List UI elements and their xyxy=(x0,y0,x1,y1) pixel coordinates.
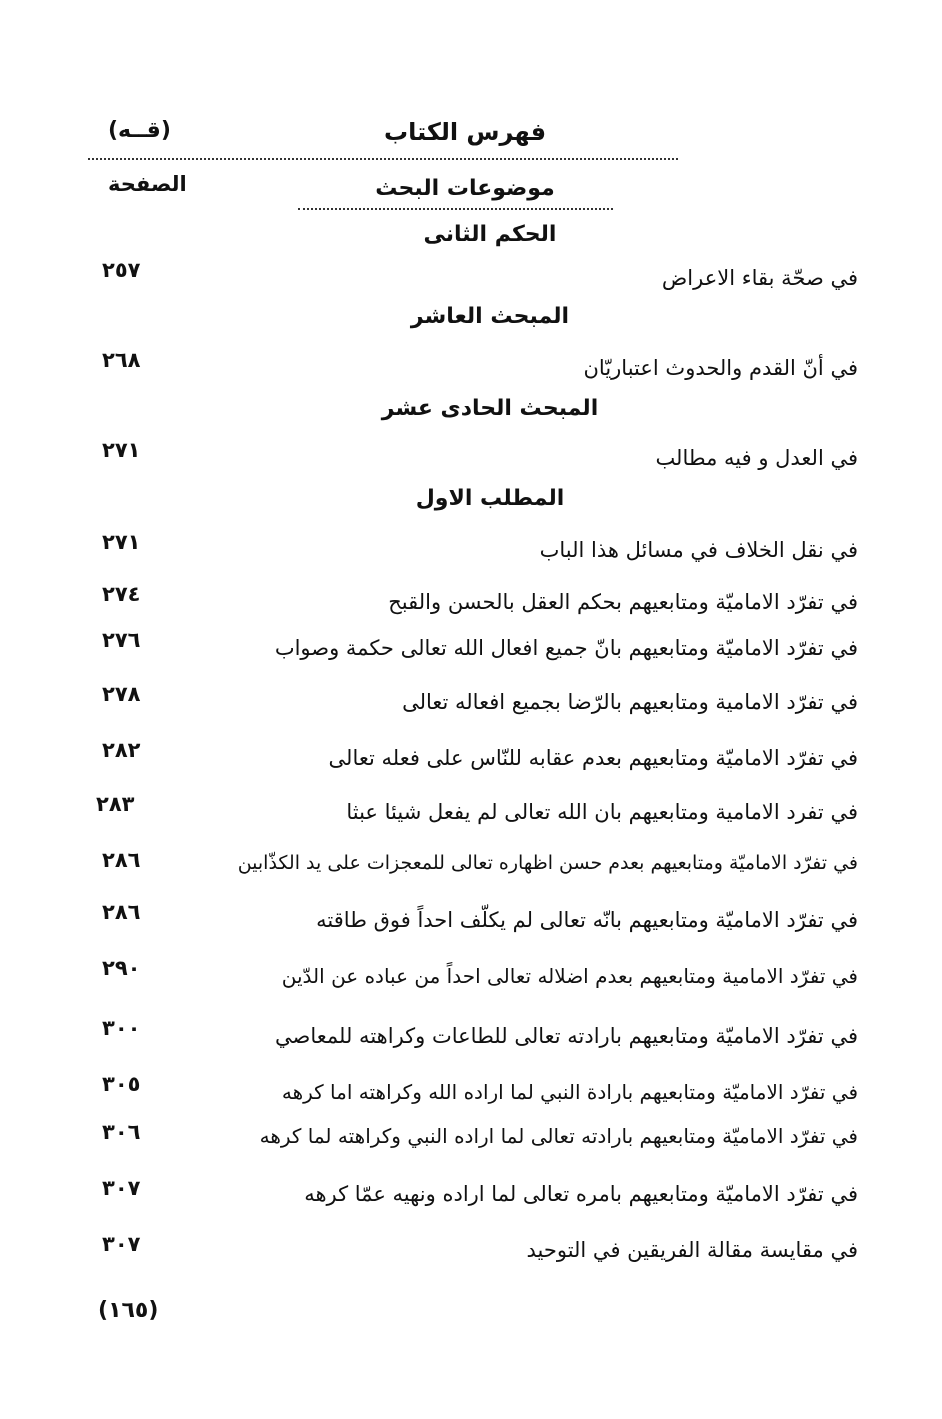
index-entry-page: ٣٠٥ xyxy=(102,1072,141,1096)
index-entry-page: ٢٧٦ xyxy=(102,628,141,652)
index-entry-text: في صحّة بقاء الاعراض xyxy=(661,266,858,290)
section-heading: المبحث الحادى عشر xyxy=(381,396,599,421)
index-entry-page: ٢٧٨ xyxy=(102,682,141,706)
index-entry-page: ٢٦٨ xyxy=(102,348,141,372)
footer-page-number: (١٦٥) xyxy=(98,1298,159,1323)
section-heading: المطلب الاول xyxy=(415,486,565,511)
index-entry-page: ٢٨٦ xyxy=(102,848,141,872)
index-entry-page: ٢٨٦ xyxy=(102,900,141,924)
index-entry-text: في العدل و فيه مطالب xyxy=(655,446,858,470)
index-entry-page: ٣٠٧ xyxy=(102,1232,141,1256)
index-entry-text: في أنّ القدم والحدوث اعتباريّان xyxy=(583,356,858,380)
index-entry-text: في تفرّد الاماميّة ومتابعيهم بعدم عقابه للنّاس على فعله تعالى xyxy=(328,746,858,770)
index-entry-page: ٢٨٢ xyxy=(102,738,141,762)
column-header-divider xyxy=(298,208,613,210)
index-entry-page: ٣٠٦ xyxy=(102,1120,141,1144)
index-entry-text: في تفرّد الامامية ومتابعيهم بعدم اضلاله تعالى احداً من عباده عن الدّين xyxy=(281,964,858,988)
index-entry-page: ٢٨٣ xyxy=(96,792,135,816)
index-entry-text: في تفرّد الامامية ومتابعيهم بالرّضا بجميع افعاله تعالى xyxy=(402,690,858,714)
index-entry-text: في تفرّد الاماميّة ومتابعيهم بارادته تعالى للطاعات وكراهته للمعاصي xyxy=(275,1024,858,1048)
page-title: فهرس الكتاب xyxy=(383,118,547,146)
index-entry-text: في تفرّد الاماميّة ومتابعيهم بارادته تعالى لما اراده النبي وكراهته لما كرهه xyxy=(259,1124,858,1148)
header-divider xyxy=(88,158,678,160)
index-entry-text: في نقل الخلاف في مسائل هذا الباب xyxy=(539,538,858,562)
topics-column-header: موضوعات البحث xyxy=(375,176,555,201)
section-heading: المبحث العاشر xyxy=(410,304,570,329)
header-page-label: (قــه) xyxy=(108,118,171,143)
index-entry-text: في تفرّد الاماميّة ومتابعيهم بارادة النبي لما اراده الله وكراهته اما كرهه xyxy=(281,1080,858,1104)
index-entry-text: في تفرّد الاماميّة ومتابعيهم بعدم حسن اظهاره تعالى للمعجزات على يد الكذّابين xyxy=(237,852,858,874)
index-entry-text: في تفرّد الاماميّة ومتابعيهم بانّه تعالى لم يكلّف احداً فوق طاقته xyxy=(316,908,858,932)
index-entry-page: ٢٧٤ xyxy=(102,582,141,606)
index-entry-text: في تفرّد الاماميّة ومتابعيهم بامره تعالى لما اراده ونهيه عمّا كرهه xyxy=(304,1182,858,1206)
index-entry-page: ٢٥٧ xyxy=(102,258,141,282)
index-entry-page: ٢٧١ xyxy=(102,438,141,462)
index-entry-page: ٢٩٠ xyxy=(102,956,141,980)
section-heading: الحكم الثانى xyxy=(423,222,557,247)
index-entry-text: في مقايسة مقالة الفريقين في التوحيد xyxy=(526,1238,858,1262)
page-column-header: الصفحة xyxy=(108,172,187,196)
index-entry-text: في تفرّد الاماميّة ومتابعيهم بحكم العقل بالحسن والقبح xyxy=(388,590,858,614)
index-entry-page: ٢٧١ xyxy=(102,530,141,554)
index-entry-text: في تفرّد الاماميّة ومتابعيهم بانّ جميع افعال الله تعالى حكمة وصواب xyxy=(274,636,858,660)
index-entry-page: ٣٠٠ xyxy=(102,1016,141,1040)
index-entry-text: في تفرد الامامية ومتابعيهم بان الله تعالى لم يفعل شيئا عبثا xyxy=(346,800,858,824)
index-entry-page: ٣٠٧ xyxy=(102,1176,141,1200)
